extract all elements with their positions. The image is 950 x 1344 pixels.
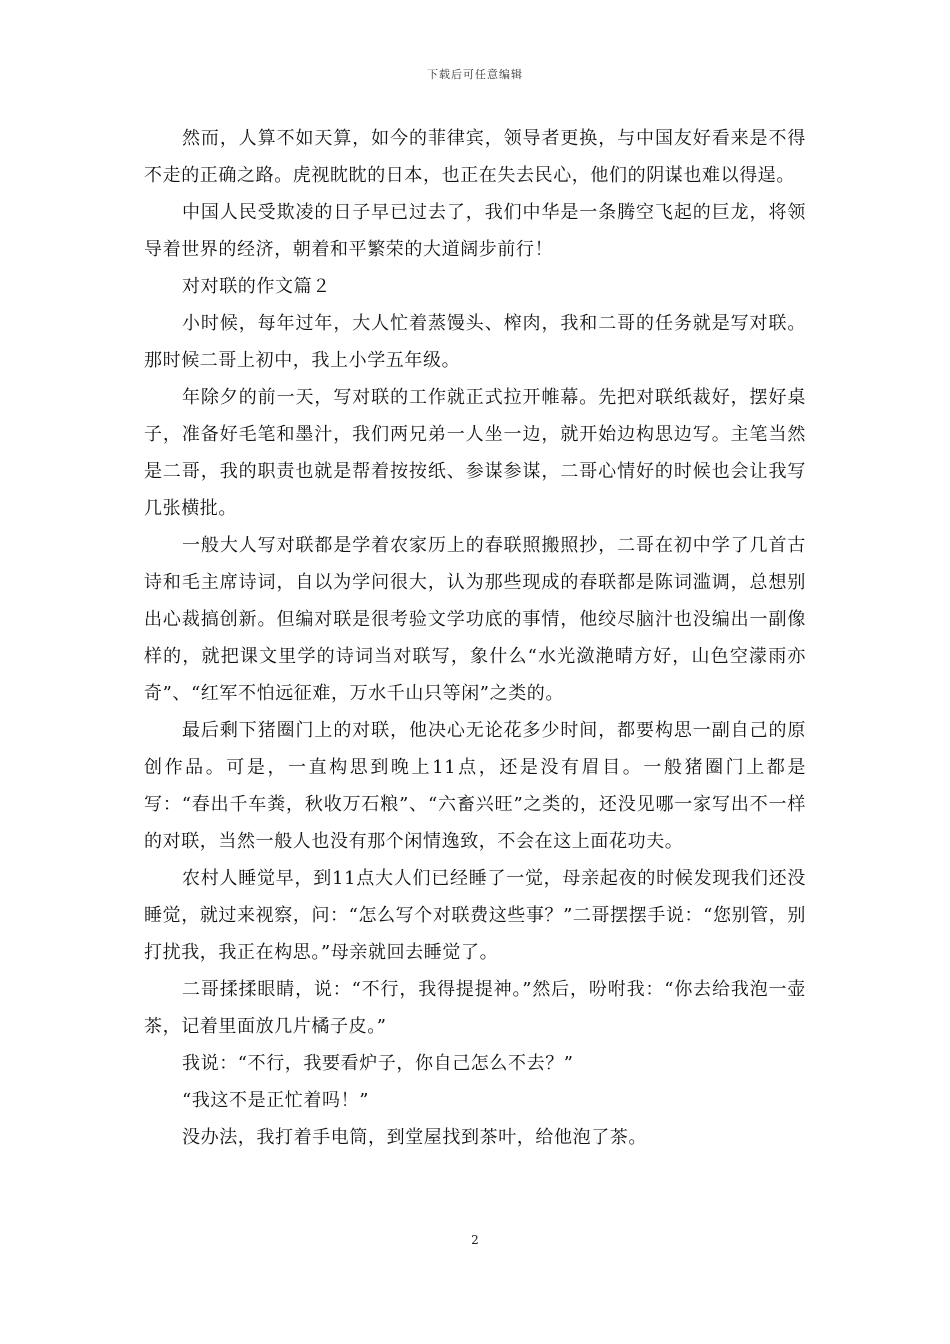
paragraph: 年除夕的前一天，写对联的工作就正式拉开帷幕。先把对联纸裁好，摆好桌子，准备好毛笔和墨汁，我们两兄弟一人坐一边，就开始边构思边写。主笔当然是二哥，我的职责也就是帮着按按纸、参谋参谋，二哥心情好的时候也会让我写几张横批。 (144, 387, 806, 519)
section-title: 对对联的作文篇２ (182, 276, 331, 297)
paragraph: “我这不是正忙着吗！” (182, 1090, 370, 1111)
paragraph: 一般大人写对联都是学着农家历上的春联照搬照抄，二哥在初中学了几首古诗和毛主席诗词，自以为学问很大，认为那些现成的春联都是陈词滥调，总想别出心裁搞创新。但编对联是很考验文学功底的事情，他绞尽脑汁也没编出一副像样的，就把课文里学的诗词当对联写，象什么“水光潋滟晴方好，山色空濛雨亦奇”、“红军不怕远征难，万水千山只等闲”之类的。 (144, 535, 806, 704)
page-header: 下载后可任意编辑 (427, 68, 523, 81)
page-number: 2 (471, 1233, 479, 1247)
paragraph: 小时候，每年过年，大人忙着蒸馒头、榨肉，我和二哥的任务就是写对联。那时候二哥上初中，我上小学五年级。 (144, 313, 806, 371)
paragraph: 然而，人算不如天算，如今的菲律宾，领导者更换，与中国友好看来是不得不走的正确之路。虎视眈眈的日本，也正在失去民心，他们的阴谋也难以得逞。 (144, 128, 806, 186)
document-body (144, 120, 806, 1156)
paragraph: 我说：“不行，我要看炉子，你自己怎么不去？” (182, 1053, 574, 1074)
paragraph: 没办法，我打着手电筒，到堂屋找到茶叶，给他泡了茶。 (182, 1127, 647, 1148)
paragraph: 最后剩下猪圈门上的对联，他决心无论花多少时间，都要构思一副自己的原创作品。可是，一直构思到晚上11点，还是没有眉目。一般猪圈门上都是写：“春出千车粪，秋收万石粮”、“六畜兴旺”之类的，还没见哪一家写出不一样的对联，当然一般人也没有那个闲情逸致，不会在这上面花功夫。 (144, 720, 806, 852)
paragraph: 二哥揉揉眼睛，说：“不行，我得提提神。”然后，吩咐我：“你去给我泡一壶茶，记着里面放几片橘子皮。” (144, 979, 806, 1037)
paragraph: 中国人民受欺凌的日子早已过去了，我们中华是一条腾空飞起的巨龙，将领导着世界的经济，朝着和平繁荣的大道阔步前行！ (144, 202, 806, 260)
paragraph: 农村人睡觉早，到11点大人们已经睡了一觉，母亲起夜的时候发现我们还没睡觉，就过来视察，问：“怎么写个对联费这些事？”二哥摆摆手说：“您别管，别打扰我，我正在构思。”母亲就回去睡觉了。 (144, 868, 806, 963)
